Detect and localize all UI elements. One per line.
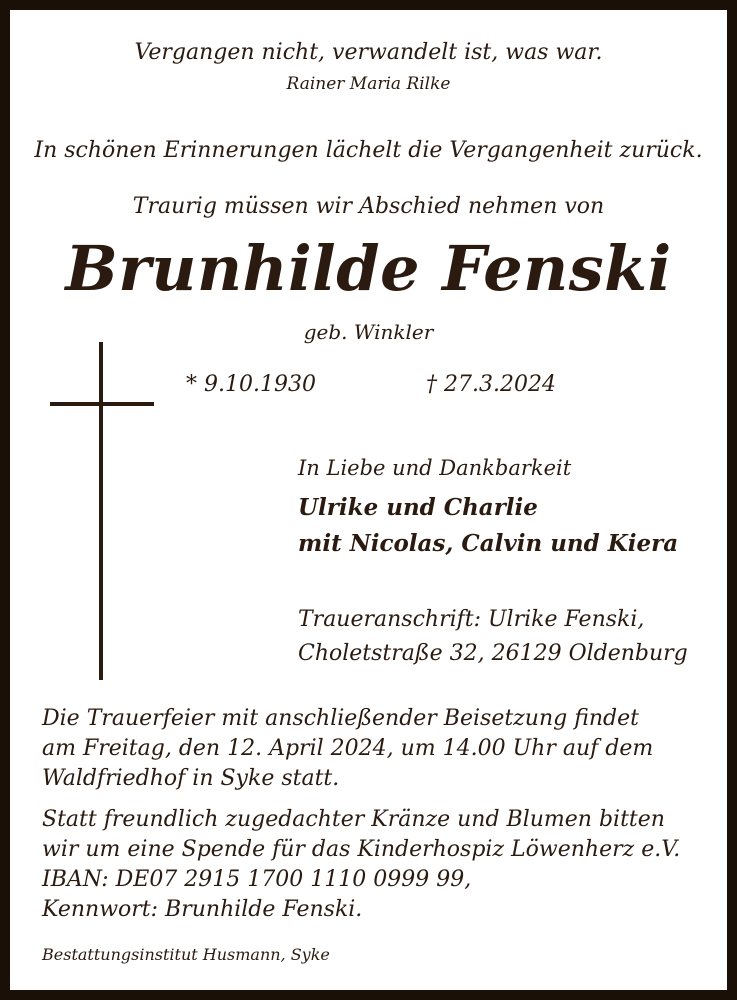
mourners-line-2: mit Nicolas, Calvin und Kiera: [298, 530, 679, 557]
funeral-line-1: Die Trauerfeier mit anschließender Beisetzung findet: [42, 706, 639, 731]
quote-text: Vergangen nicht, verwandelt ist, was war.: [134, 40, 603, 65]
donation-line-4: Kennwort: Brunhilde Fenski.: [42, 897, 363, 922]
donation-line-2: wir um eine Spende für das Kinderhospiz Löwenherz e.V.: [42, 837, 681, 862]
memory-line: In schönen Erinnerungen lächelt die Vergangenheit zurück.: [34, 138, 703, 163]
maiden-name: geb. Winkler: [303, 320, 434, 344]
donation-line-3: IBAN: DE07 2915 1700 1110 0999 99,: [42, 867, 472, 892]
mourners-intro: In Liebe und Dankbarkeit: [298, 456, 572, 480]
funeral-line-2: am Freitag, den 12. April 2024, um 14.00 Uhr auf dem: [42, 736, 654, 761]
undertaker-name: Bestattungsinstitut Husmann, Syke: [42, 945, 330, 964]
cross-icon: [99, 342, 103, 680]
deceased-name: Brunhilde Fenski: [65, 232, 672, 305]
funeral-line-3: Waldfriedhof in Syke statt.: [42, 766, 340, 791]
mourners-line-1: Ulrike und Charlie: [298, 494, 538, 521]
death-date: † 27.3.2024: [426, 372, 556, 397]
funeral-paragraph: [42, 704, 653, 794]
cross-icon-bar: [50, 402, 154, 406]
intro-line: Traurig müssen wir Abschied nehmen von: [132, 194, 605, 219]
birth-date: * 9.10.1930: [186, 372, 316, 397]
mourning-address-line-1: Traueranschrift: Ulrike Fenski,: [298, 607, 645, 632]
donation-paragraph: [42, 805, 680, 925]
quote-author: Rainer Maria Rilke: [286, 74, 451, 94]
donation-line-1: Statt freundlich zugedachter Kränze und Blumen bitten: [42, 807, 665, 832]
mourning-address-line-2: Choletstraße 32, 26129 Oldenburg: [298, 641, 688, 666]
